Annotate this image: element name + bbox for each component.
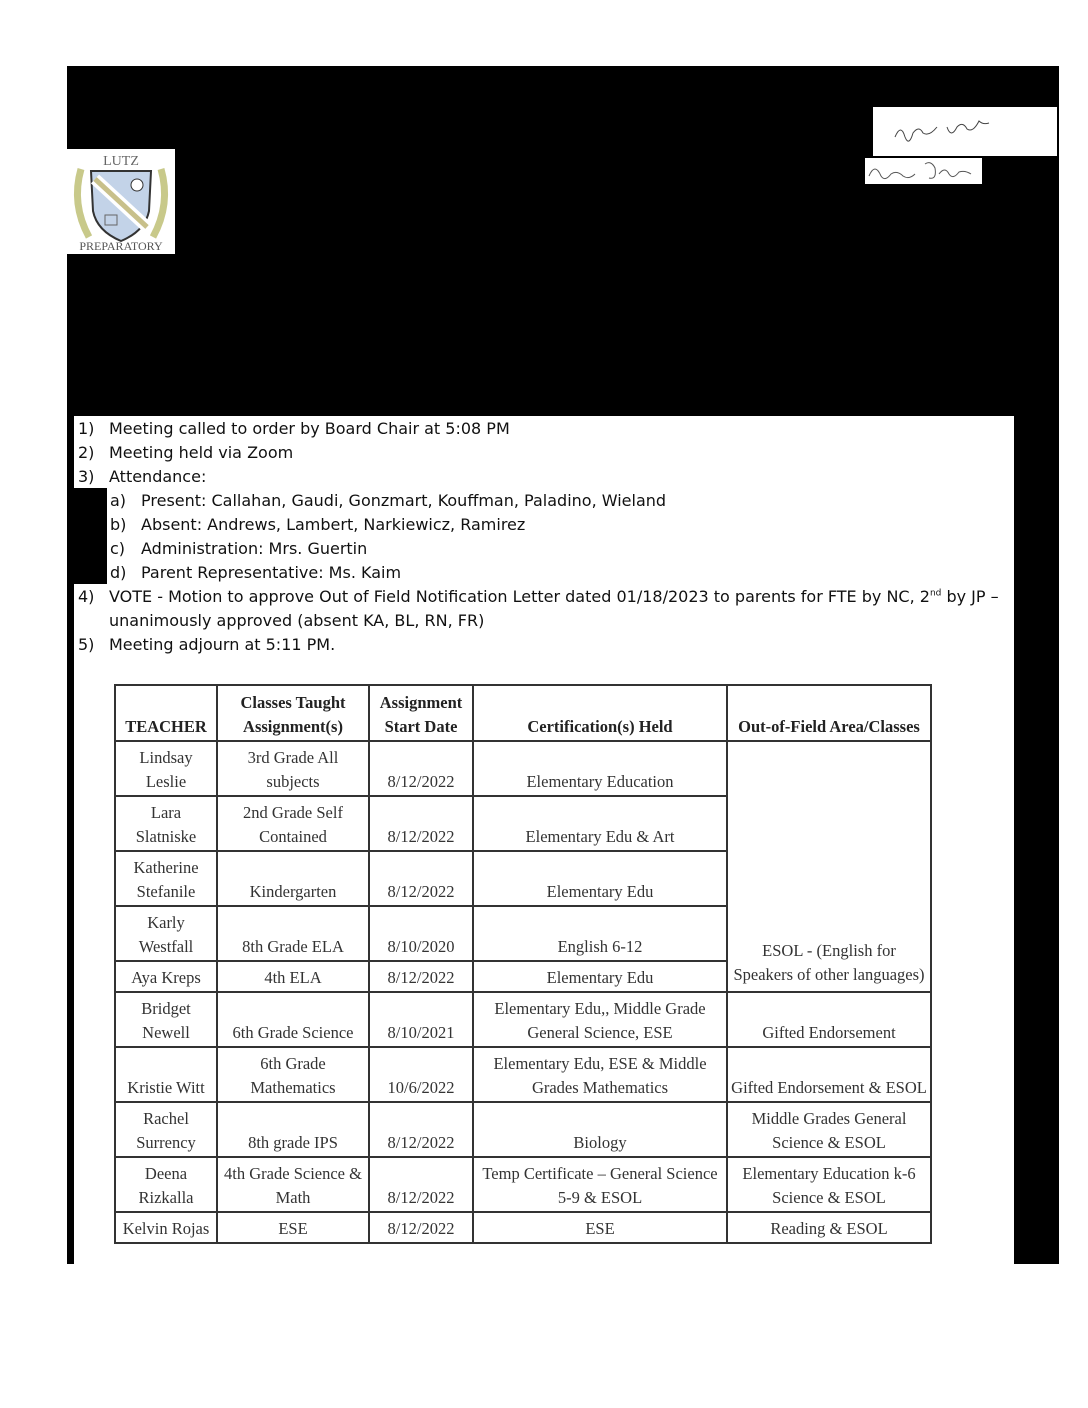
table-header-row <box>115 685 931 741</box>
minutes-subitem <box>76 561 1011 585</box>
minutes-item <box>76 417 1011 441</box>
table-row <box>115 1157 931 1212</box>
cell-teacher: Bridget Newell <box>115 992 217 1047</box>
cell-out-of-field-merged: ESOL - (English for Speakers of other languages) <box>727 741 931 992</box>
logo-top-text: LUTZ <box>103 154 139 169</box>
minutes-item <box>76 585 1011 609</box>
cell-certification: Elementary Edu,, Middle Grade General Science, ESE <box>473 992 727 1047</box>
cell-start-date: 8/12/2022 <box>369 961 473 992</box>
header-classes: Classes Taught Assignment(s) <box>217 685 369 741</box>
item-text: Meeting called to order by Board Chair at 5:08 PM <box>109 419 510 438</box>
minutes-item-continuation <box>76 609 1011 633</box>
item-text: unanimously approved (absent KA, BL, RN, FR) <box>109 611 485 630</box>
item-number: 2) <box>78 443 95 462</box>
vote-text-end: by JP – <box>941 587 999 606</box>
cell-start-date: 8/12/2022 <box>369 741 473 796</box>
redaction-strip-right <box>1014 416 1059 1264</box>
cell-certification: Elementary Edu <box>473 961 727 992</box>
cell-teacher: Rachel Surrency <box>115 1102 217 1157</box>
item-text: Absent: Andrews, Lambert, Narkiewicz, Ramirez <box>141 515 526 534</box>
header-start-date: Assignment Start Date <box>369 685 473 741</box>
cell-classes: Kindergarten <box>217 851 369 906</box>
cell-teacher: Kristie Witt <box>115 1047 217 1102</box>
item-number: 1) <box>78 419 95 438</box>
cell-certification: Elementary Edu, ESE & Middle Grades Mathematics <box>473 1047 727 1102</box>
logo-bottom-text: PREPARATORY <box>79 239 163 253</box>
cell-teacher: Lara Slatniske <box>115 796 217 851</box>
cell-out-of-field: Elementary Education k-6 Science & ESOL <box>727 1157 931 1212</box>
cell-certification: Temp Certificate – General Science 5-9 & ESOL <box>473 1157 727 1212</box>
item-text: Meeting adjourn at 5:11 PM. <box>109 635 336 654</box>
cell-teacher: Karly Westfall <box>115 906 217 961</box>
cell-start-date: 8/12/2022 <box>369 851 473 906</box>
cell-start-date: 8/12/2022 <box>369 1157 473 1212</box>
minutes-subitem <box>76 489 1011 513</box>
signature-2 <box>865 158 982 184</box>
item-number: b) <box>110 515 127 534</box>
item-number: c) <box>110 539 126 558</box>
item-number: 4) <box>78 587 95 606</box>
table-row <box>115 1047 931 1102</box>
item-number: 3) <box>78 467 95 486</box>
minutes-item <box>76 441 1011 465</box>
minutes-subitem <box>76 513 1011 537</box>
item-text: Meeting held via Zoom <box>109 443 294 462</box>
item-text: Parent Representative: Ms. Kaim <box>141 563 402 582</box>
cell-certification: Biology <box>473 1102 727 1157</box>
cell-certification: Elementary Edu <box>473 851 727 906</box>
cell-teacher: Kelvin Rojas <box>115 1212 217 1243</box>
cell-start-date: 8/12/2022 <box>369 1102 473 1157</box>
item-number: 5) <box>78 635 95 654</box>
out-of-field-table <box>114 684 932 1244</box>
cell-certification: English 6-12 <box>473 906 727 961</box>
vote-text: VOTE - Motion to approve Out of Field Notification Letter dated 01/18/2023 to parents for FTE by NC, 2 <box>109 587 930 606</box>
cell-teacher: Lindsay Leslie <box>115 741 217 796</box>
cell-classes: 6th Grade Mathematics <box>217 1047 369 1102</box>
minutes-item <box>76 465 1011 489</box>
table-row <box>115 992 931 1047</box>
cell-start-date: 8/12/2022 <box>369 1212 473 1243</box>
cell-teacher: Deena Rizkalla <box>115 1157 217 1212</box>
ordinal-suffix: nd <box>929 588 942 599</box>
cell-certification: ESE <box>473 1212 727 1243</box>
meeting-minutes <box>76 417 1011 657</box>
cell-teacher: Aya Kreps <box>115 961 217 992</box>
cell-certification: Elementary Edu & Art <box>473 796 727 851</box>
cell-classes: 4th Grade Science & Math <box>217 1157 369 1212</box>
cell-start-date: 8/10/2021 <box>369 992 473 1047</box>
minutes-item <box>76 633 1011 657</box>
item-text: Attendance: <box>109 467 207 486</box>
item-text: Administration: Mrs. Guertin <box>141 539 368 558</box>
cell-classes: 8th Grade ELA <box>217 906 369 961</box>
item-text <box>109 585 999 609</box>
cell-certification: Elementary Education <box>473 741 727 796</box>
cell-start-date: 10/6/2022 <box>369 1047 473 1102</box>
cell-start-date: 8/10/2020 <box>369 906 473 961</box>
cell-out-of-field: Middle Grades General Science & ESOL <box>727 1102 931 1157</box>
cell-out-of-field: Reading & ESOL <box>727 1212 931 1243</box>
table-row <box>115 1102 931 1157</box>
signature-1 <box>873 107 1057 156</box>
header-certification: Certification(s) Held <box>473 685 727 741</box>
item-number: d) <box>110 563 127 582</box>
header-out-of-field: Out-of-Field Area/Classes <box>727 685 931 741</box>
cell-classes: 2nd Grade Self Contained <box>217 796 369 851</box>
header-teacher: TEACHER <box>115 685 217 741</box>
minutes-subitem <box>76 537 1011 561</box>
cell-teacher: Katherine Stefanile <box>115 851 217 906</box>
cell-classes: ESE <box>217 1212 369 1243</box>
cell-start-date: 8/12/2022 <box>369 796 473 851</box>
cell-classes: 3rd Grade All subjects <box>217 741 369 796</box>
cell-classes: 4th ELA <box>217 961 369 992</box>
cell-classes: 6th Grade Science <box>217 992 369 1047</box>
cell-out-of-field: Gifted Endorsement <box>727 992 931 1047</box>
table-row <box>115 741 931 796</box>
school-logo <box>67 149 175 254</box>
cell-out-of-field: Gifted Endorsement & ESOL <box>727 1047 931 1102</box>
item-number: a) <box>110 491 127 510</box>
table-row <box>115 1212 931 1243</box>
item-text: Present: Callahan, Gaudi, Gonzmart, Kouffman, Paladino, Wieland <box>141 491 667 510</box>
cell-classes: 8th grade IPS <box>217 1102 369 1157</box>
